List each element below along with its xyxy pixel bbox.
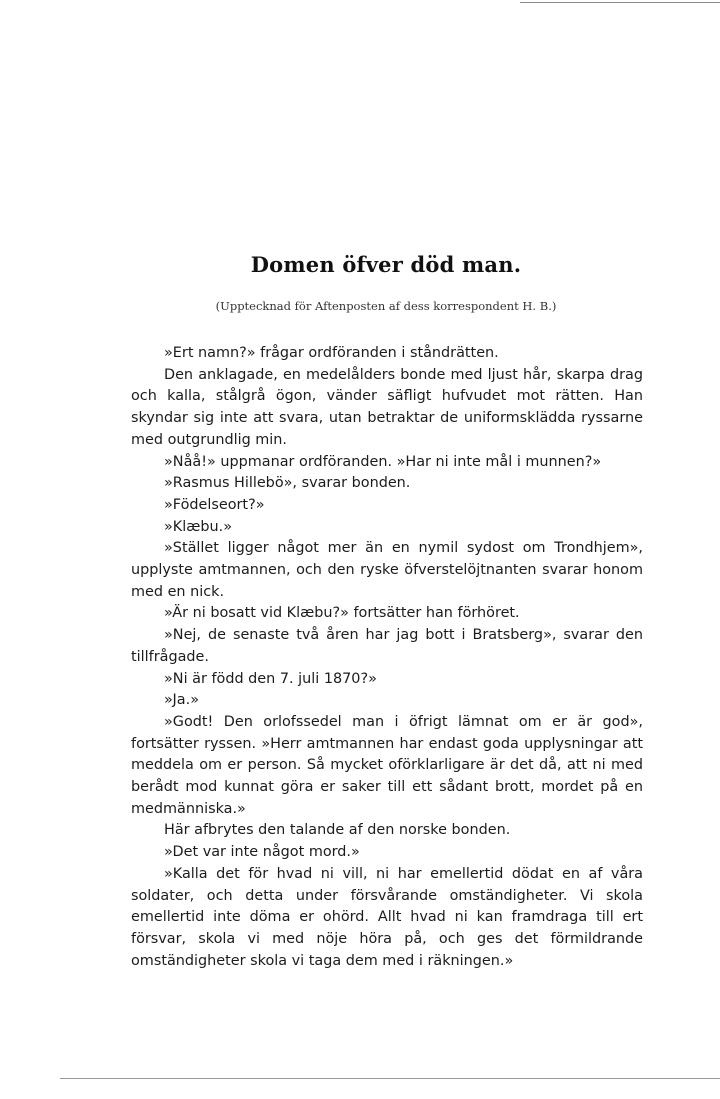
top-edge-rule xyxy=(520,2,720,3)
paragraph: »Nej, de senaste två åren har jag bott i Bratsberg», svarar den tillfrågade. xyxy=(131,627,643,665)
paragraph: »Det var inte något mord.» xyxy=(164,844,360,861)
bottom-edge-rule xyxy=(60,1078,720,1079)
paragraph: »Födelseort?» xyxy=(164,496,265,513)
page-title: Domen öfver död man. xyxy=(250,252,522,277)
paragraph: »Kalla det för hvad ni vill, ni har emellertid dödat en af våra soldater, och detta under försvårande omständigheter. Vi skola emellertid inte döma er ohörd. Allt hvad ni kan framdraga till ert försvar, skola vi med nöje höra på, och ges det förmildrande omständigheter skola vi taga dem med i räkningen.» xyxy=(131,865,643,969)
paragraph: »Ni är född den 7. juli 1870?» xyxy=(164,670,377,687)
paragraph: »Nåå!» uppmanar ordföranden. »Har ni inte mål i munnen?» xyxy=(164,453,602,470)
paragraph: »Ja.» xyxy=(164,692,199,709)
paragraph: »Klæbu.» xyxy=(164,518,233,535)
paragraph: »Godt! Den orlofssedel man i öfrigt lämnat om er är god», fortsätter ryssen. »Herr amtmannen har endast goda upplysningar att meddela om er person. Så mycket oförklarligare är det då, att ni med berådt mod kunnat göra er saker till ett sådant brott, mordet på en medmänniska.» xyxy=(131,713,643,817)
page-subtitle: (Upptecknad för Aftenposten af dess korrespondent H. B.) xyxy=(215,299,557,313)
paragraph: Den anklagade, en medelålders bonde med ljust hår, skarpa drag och kalla, stålgrå ögon, vänder säfligt hufvudet mot rätten. Han skyndar sig inte att svara, utan betraktar de uniformsklädda ryssarne med outgrundlig min. xyxy=(131,366,643,448)
paragraph: »Stället ligger något mer än en nymil sydost om Trondhjem», upplyste amtmannen, och den ryske öfverstelöjtnanten svarar honom med en nick. xyxy=(131,540,643,600)
paragraph: »Är ni bosatt vid Klæbu?» fortsätter han förhöret. xyxy=(164,605,520,622)
body-text xyxy=(131,343,643,972)
paragraph: Här afbrytes den talande af den norske bonden. xyxy=(164,822,511,839)
paragraph: »Rasmus Hillebö», svarar bonden. xyxy=(164,475,411,492)
paragraph: »Ert namn?» frågar ordföranden i ståndrätten. xyxy=(164,345,499,361)
